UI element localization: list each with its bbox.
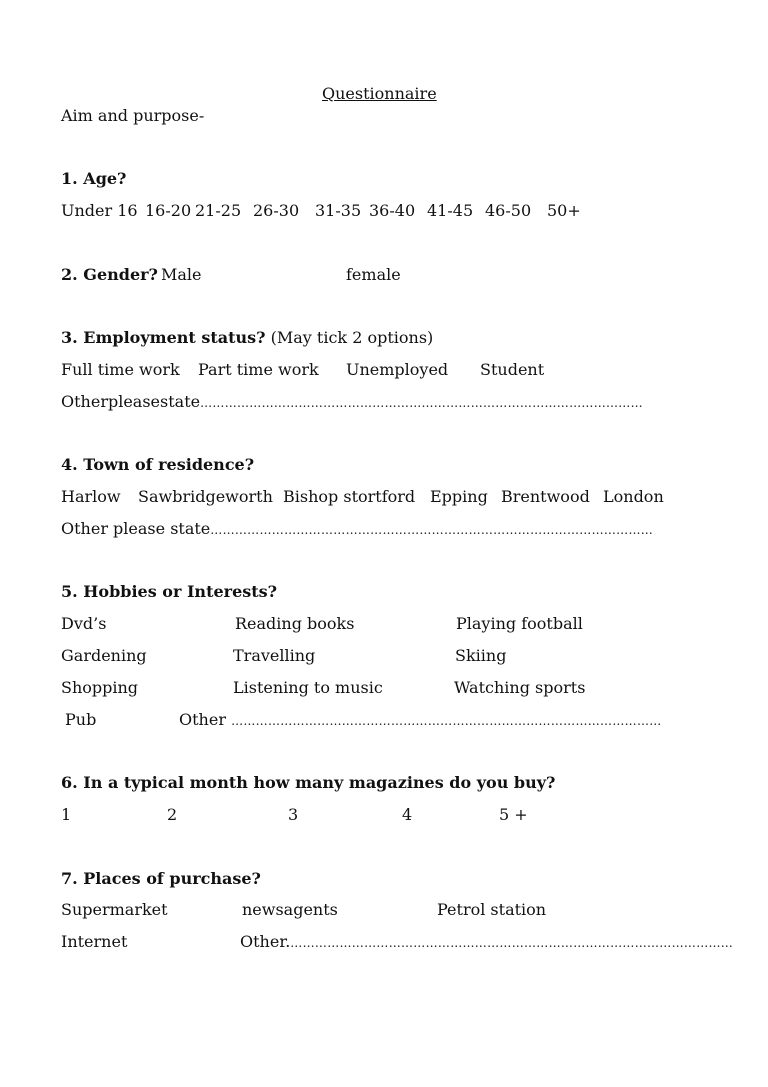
- q3-option: Part time work: [198, 360, 319, 379]
- q1-option: 41-45: [427, 201, 474, 220]
- q3-option: Unemployed: [346, 360, 449, 379]
- q5-option: Listening to music: [233, 678, 383, 697]
- q7-option: Internet: [61, 932, 128, 951]
- q5-question: 5. Hobbies or Interests?: [61, 582, 278, 601]
- q2-option: Male: [161, 265, 202, 284]
- q1-option: 46-50: [485, 201, 532, 220]
- q6-option: 3: [288, 805, 299, 824]
- q1-option: 31-35: [315, 201, 362, 220]
- q6-option: 1: [61, 805, 72, 824]
- q7-option: newsagents: [242, 900, 338, 919]
- q5-option: Gardening: [61, 646, 147, 665]
- aim-label: Aim and purpose-: [61, 106, 205, 125]
- q5-option: Playing football: [456, 614, 583, 633]
- page-title: Questionnaire: [322, 84, 437, 103]
- q7-other-row: [240, 932, 733, 953]
- q4-other-label: Other please state: [61, 519, 211, 538]
- q4-other-row: [61, 519, 653, 540]
- q5-option: Watching sports: [454, 678, 586, 697]
- q3-option: Full time work: [61, 360, 180, 379]
- q4-other-line: ………………………………………………………………………………………………: [210, 523, 654, 537]
- q1-option: 26-30: [253, 201, 300, 220]
- q5-option: Reading books: [235, 614, 355, 633]
- q3-other-line: ………………………………………………………………………………………………: [200, 396, 643, 410]
- q5-other-line: ……………………………………………………………………………………………: [231, 714, 662, 728]
- q3-question-row: [61, 328, 433, 348]
- q6-option: 2: [167, 805, 178, 824]
- q1-option: 16-20: [145, 201, 192, 220]
- q4-option: Epping: [430, 487, 488, 506]
- q2-option: female: [346, 265, 401, 284]
- q1-option: 21-25: [195, 201, 242, 220]
- q4-option: Bishop stortford: [283, 487, 416, 506]
- q6-question: 6. In a typical month how many magazines do you buy?: [61, 773, 556, 792]
- q7-other-line: ………………………………………………………………………………………………: [290, 936, 734, 950]
- q7-question: 7. Places of purchase?: [61, 869, 261, 888]
- q3-question: 3. Employment status?: [61, 328, 266, 347]
- q6-option: 4: [402, 805, 413, 824]
- q5-option: Skiing: [455, 646, 507, 665]
- q4-option: Brentwood: [501, 487, 590, 506]
- q5-option: Travelling: [233, 646, 316, 665]
- q7-option: Petrol station: [437, 900, 547, 919]
- q1-option: 36-40: [369, 201, 416, 220]
- q3-other-label: Otherpleasestate: [61, 392, 201, 411]
- q3-other-row: [61, 392, 643, 413]
- q4-option: Harlow: [61, 487, 121, 506]
- q4-option: London: [603, 487, 664, 506]
- q3-option: Student: [480, 360, 545, 379]
- q6-option: 5 +: [499, 805, 528, 824]
- q1-question: 1. Age?: [61, 169, 127, 188]
- q3-note: (May tick 2 options): [270, 328, 434, 347]
- q5-option: Shopping: [61, 678, 139, 697]
- q5-other-row: [179, 710, 662, 731]
- q1-option: Under 16: [61, 201, 138, 220]
- q7-other-label: Other.: [240, 932, 291, 951]
- q5-option: Dvd’s: [61, 614, 107, 633]
- q4-question: 4. Town of residence?: [61, 455, 255, 474]
- q5-option: Pub: [65, 710, 97, 729]
- q2-question: 2. Gender?: [61, 265, 158, 284]
- q5-other-label: Other: [179, 710, 226, 729]
- q1-option: 50+: [547, 201, 581, 220]
- q4-option: Sawbridgeworth: [138, 487, 273, 506]
- q7-option: Supermarket: [61, 900, 168, 919]
